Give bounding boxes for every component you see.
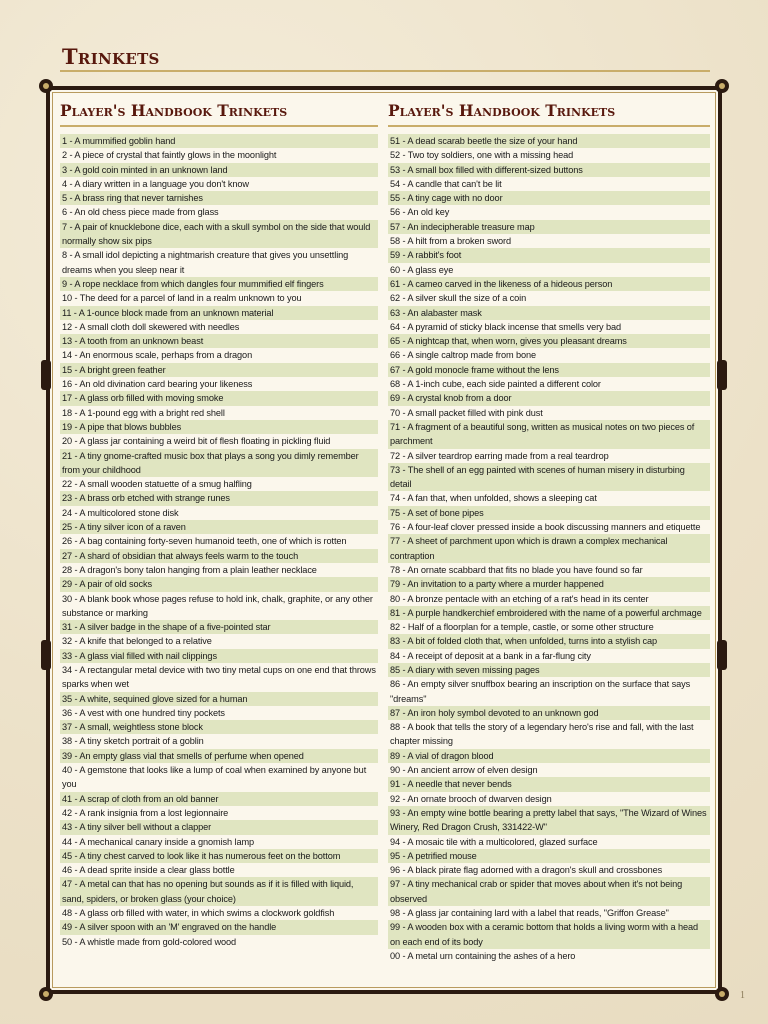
trinket-list-left bbox=[60, 134, 378, 949]
list-item: 19 - A pipe that blows bubbles bbox=[60, 420, 378, 434]
list-item: 92 - An ornate brooch of dwarven design bbox=[390, 793, 552, 804]
list-item: 82 - Half of a floorplan for a temple, castle, or some other structure bbox=[390, 622, 654, 633]
list-item: 22 - A small wooden statuette of a smug halfling bbox=[62, 479, 252, 490]
list-item: 81 - A purple handkerchief embroidered with the name of a powerful archmage bbox=[388, 606, 710, 620]
list-item: 85 - A diary with seven missing pages bbox=[388, 663, 710, 677]
list-item: 60 - A glass eye bbox=[390, 264, 454, 275]
list-item: 48 - A glass orb filled with water, in which swims a clockwork goldfish bbox=[62, 908, 335, 919]
list-item: 88 - A book that tells the story of a legendary hero's rise and fall, with the last chapter missing bbox=[390, 722, 694, 747]
list-item: 37 - A small, weightless stone block bbox=[60, 720, 378, 734]
list-item: 67 - A gold monocle frame without the lens bbox=[388, 363, 710, 377]
list-item: 30 - A blank book whose pages refuse to hold ink, chalk, graphite, or any other substance or marking bbox=[62, 593, 373, 618]
list-item: 75 - A set of bone pipes bbox=[388, 506, 710, 520]
list-item: 78 - An ornate scabbard that fits no blade you have found so far bbox=[390, 564, 643, 575]
list-item: 24 - A multicolored stone disk bbox=[62, 507, 179, 518]
list-item: 2 - A piece of crystal that faintly glows in the moonlight bbox=[62, 150, 277, 161]
trinket-list-right bbox=[388, 134, 710, 963]
list-item: 71 - A fragment of a beautiful song, written as musical notes on two pieces of parchment bbox=[388, 420, 710, 449]
frame-side-ornament bbox=[41, 640, 51, 670]
title-divider bbox=[60, 70, 710, 72]
list-item: 74 - A fan that, when unfolded, shows a sleeping cat bbox=[390, 493, 597, 504]
list-item: 38 - A tiny sketch portrait of a goblin bbox=[62, 736, 204, 747]
list-item: 72 - A silver teardrop earring made from a real teardrop bbox=[390, 450, 609, 461]
list-item: 49 - A silver spoon with an 'M' engraved on the handle bbox=[60, 920, 378, 934]
list-item: 95 - A petrified mouse bbox=[388, 849, 710, 863]
list-item: 63 - An alabaster mask bbox=[388, 306, 710, 320]
list-item: 68 - A 1-inch cube, each side painted a different color bbox=[390, 379, 601, 390]
list-item: 28 - A dragon's bony talon hanging from a plain leather necklace bbox=[62, 564, 317, 575]
list-item: 00 - A metal urn containing the ashes of a hero bbox=[390, 950, 576, 961]
list-item: 96 - A black pirate flag adorned with a dragon's skull and crossbones bbox=[390, 865, 663, 876]
list-item: 8 - A small idol depicting a nightmarish creature that gives you unsettling dreams when you sleep near it bbox=[62, 250, 349, 275]
frame-corner-ornament bbox=[39, 79, 53, 93]
list-item: 17 - A glass orb filled with moving smoke bbox=[60, 391, 378, 405]
list-item: 93 - An empty wine bottle bearing a pretty label that says, "The Wizard of Wines Winery, Red Dragon Crush, 331422-W" bbox=[388, 806, 710, 835]
page-title: Trinkets bbox=[62, 44, 160, 69]
list-item: 21 - A tiny gnome-crafted music box that plays a song you dimly remember from your childhood bbox=[60, 449, 378, 478]
list-item: 62 - A silver skull the size of a coin bbox=[390, 293, 527, 304]
list-item: 80 - A bronze pentacle with an etching of a rat's head in its center bbox=[390, 593, 649, 604]
list-item: 14 - An enormous scale, perhaps from a dragon bbox=[62, 350, 253, 361]
list-item: 77 - A sheet of parchment upon which is drawn a complex mechanical contraption bbox=[388, 534, 710, 563]
list-item: 9 - A rope necklace from which dangles four mummified elf fingers bbox=[60, 277, 378, 291]
list-item: 11 - A 1-ounce block made from an unknown material bbox=[60, 306, 378, 320]
list-item: 69 - A crystal knob from a door bbox=[388, 391, 710, 405]
list-item: 79 - An invitation to a party where a murder happened bbox=[388, 577, 710, 591]
list-item: 58 - A hilt from a broken sword bbox=[390, 236, 511, 247]
list-item: 56 - An old key bbox=[390, 207, 450, 218]
list-item: 46 - A dead sprite inside a clear glass bottle bbox=[62, 865, 235, 876]
list-item: 20 - A glass jar containing a weird bit of flesh floating in pickling fluid bbox=[62, 436, 331, 447]
list-item: 44 - A mechanical canary inside a gnomish lamp bbox=[62, 836, 255, 847]
right-column bbox=[388, 100, 710, 963]
frame-side-ornament bbox=[717, 360, 727, 390]
list-item: 31 - A silver badge in the shape of a five-pointed star bbox=[60, 620, 378, 634]
list-item: 26 - A bag containing forty-seven humanoid teeth, one of which is rotten bbox=[62, 536, 347, 547]
list-item: 54 - A candle that can't be lit bbox=[390, 178, 502, 189]
list-item: 86 - An empty silver snuffbox bearing an inscription on the surface that says "dreams" bbox=[390, 679, 691, 704]
left-column bbox=[60, 100, 378, 949]
list-item: 61 - A cameo carved in the likeness of a hideous person bbox=[388, 277, 710, 291]
list-item: 23 - A brass orb etched with strange runes bbox=[60, 491, 378, 505]
page-number: 1 bbox=[740, 990, 745, 1001]
list-item: 3 - A gold coin minted in an unknown land bbox=[60, 163, 378, 177]
list-item: 91 - A needle that never bends bbox=[388, 777, 710, 791]
column-heading-rule bbox=[388, 125, 710, 127]
list-item: 39 - An empty glass vial that smells of perfume when opened bbox=[60, 749, 378, 763]
list-item: 84 - A receipt of deposit at a bank in a far-flung city bbox=[390, 650, 591, 661]
list-item: 32 - A knife that belonged to a relative bbox=[62, 636, 212, 647]
column-heading: Player's Handbook Trinkets bbox=[388, 101, 616, 120]
list-item: 41 - A scrap of cloth from an old banner bbox=[60, 792, 378, 806]
list-item: 6 - An old chess piece made from glass bbox=[62, 207, 219, 218]
frame-side-ornament bbox=[41, 360, 51, 390]
list-item: 64 - A pyramid of sticky black incense that smells very bad bbox=[390, 321, 622, 332]
list-item: 25 - A tiny silver icon of a raven bbox=[60, 520, 378, 534]
list-item: 94 - A mosaic tile with a multicolored, glazed surface bbox=[390, 836, 598, 847]
list-item: 4 - A diary written in a language you don't know bbox=[62, 178, 249, 189]
list-item: 51 - A dead scarab beetle the size of your hand bbox=[388, 134, 710, 148]
list-item: 53 - A small box filled with different-sized buttons bbox=[388, 163, 710, 177]
list-item: 52 - Two toy soldiers, one with a missing head bbox=[390, 150, 574, 161]
list-item: 89 - A vial of dragon blood bbox=[388, 749, 710, 763]
list-item: 66 - A single caltrop made from bone bbox=[390, 350, 537, 361]
list-item: 98 - A glass jar containing lard with a label that reads, "Griffon Grease" bbox=[390, 908, 669, 919]
list-item: 36 - A vest with one hundred tiny pockets bbox=[62, 707, 225, 718]
list-item: 12 - A small cloth doll skewered with needles bbox=[62, 321, 240, 332]
frame-corner-ornament bbox=[715, 79, 729, 93]
list-item: 90 - An ancient arrow of elven design bbox=[390, 765, 538, 776]
list-item: 87 - An iron holy symbol devoted to an unknown god bbox=[388, 706, 710, 720]
list-item: 97 - A tiny mechanical crab or spider that moves about when it's not being observed bbox=[388, 877, 710, 906]
list-item: 16 - An old divination card bearing your likeness bbox=[62, 379, 253, 390]
list-item: 33 - A glass vial filled with nail clippings bbox=[60, 649, 378, 663]
list-item: 7 - A pair of knucklebone dice, each with a skull symbol on the side that would normally show six pips bbox=[60, 220, 378, 249]
frame-side-ornament bbox=[717, 640, 727, 670]
list-item: 76 - A four-leaf clover pressed inside a book discussing manners and etiquette bbox=[390, 522, 701, 533]
list-item: 13 - A tooth from an unknown beast bbox=[60, 334, 378, 348]
frame-corner-ornament bbox=[715, 987, 729, 1001]
list-item: 35 - A white, sequined glove sized for a human bbox=[60, 692, 378, 706]
list-item: 43 - A tiny silver bell without a clapper bbox=[60, 820, 378, 834]
list-item: 50 - A whistle made from gold-colored wood bbox=[62, 936, 237, 947]
list-item: 70 - A small packet filled with pink dust bbox=[390, 407, 543, 418]
list-item: 34 - A rectangular metal device with two tiny metal cups on one end that throws sparks when wet bbox=[62, 664, 376, 690]
column-heading-rule bbox=[60, 125, 378, 127]
column-heading: Player's Handbook Trinkets bbox=[60, 101, 288, 120]
list-item: 29 - A pair of old socks bbox=[60, 577, 378, 591]
list-item: 40 - A gemstone that looks like a lump of coal when examined by anyone but you bbox=[62, 765, 367, 790]
list-item: 73 - The shell of an egg painted with scenes of human misery in disturbing detail bbox=[388, 463, 710, 492]
list-item: 47 - A metal can that has no opening but sounds as if it is filled with liquid, sand, spiders, or broken glass (your choice) bbox=[60, 877, 378, 906]
list-item: 27 - A shard of obsidian that always feels warm to the touch bbox=[60, 549, 378, 563]
list-item: 57 - An indecipherable treasure map bbox=[388, 220, 710, 234]
list-item: 99 - A wooden box with a ceramic bottom that holds a living worm with a head on each end of its body bbox=[388, 920, 710, 949]
list-item: 10 - The deed for a parcel of land in a realm unknown to you bbox=[62, 293, 302, 304]
list-item: 65 - A nightcap that, when worn, gives you pleasant dreams bbox=[388, 334, 710, 348]
list-item: 55 - A tiny cage with no door bbox=[388, 191, 710, 205]
list-item: 5 - A brass ring that never tarnishes bbox=[60, 191, 378, 205]
list-item: 45 - A tiny chest carved to look like it has numerous feet on the bottom bbox=[60, 849, 378, 863]
list-item: 15 - A bright green feather bbox=[60, 363, 378, 377]
list-item: 18 - A 1-pound egg with a bright red shell bbox=[62, 407, 225, 418]
list-item: 1 - A mummified goblin hand bbox=[60, 134, 378, 148]
frame-corner-ornament bbox=[39, 987, 53, 1001]
list-item: 83 - A bit of folded cloth that, when unfolded, turns into a stylish cap bbox=[388, 634, 710, 648]
list-item: 59 - A rabbit's foot bbox=[388, 248, 710, 262]
list-item: 42 - A rank insignia from a lost legionnaire bbox=[62, 807, 229, 818]
